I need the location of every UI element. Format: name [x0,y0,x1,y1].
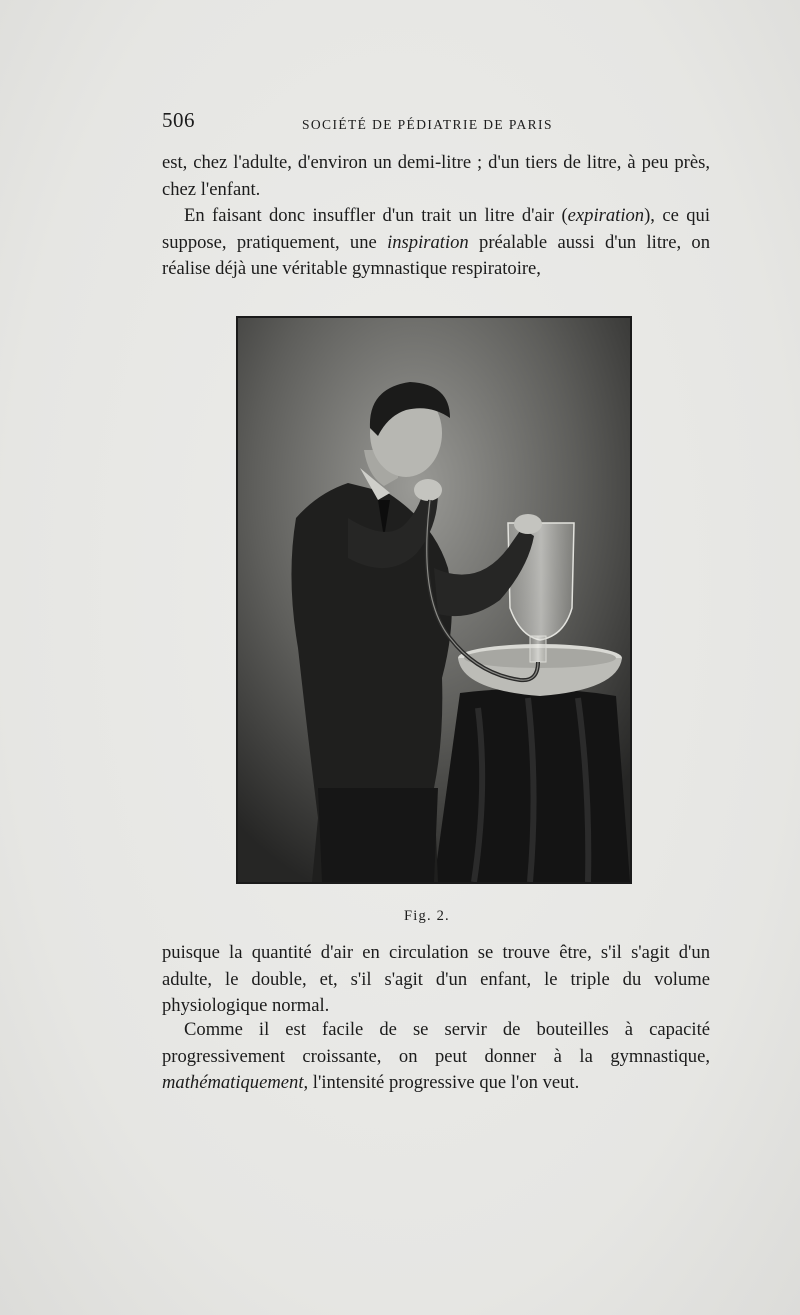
figure-caption: Fig. 2. [404,908,450,924]
paragraph-2-italic-inspiration: inspiration [387,231,469,253]
paragraph-1-text: est, chez l'adulte, d'environ un demi-litre ; d'un tiers de litre, à peu près, chez l'enfant. [162,152,710,200]
paragraph-4 [162,1017,710,1097]
running-title: SOCIÉTÉ DE PÉDIATRIE DE PARIS [302,117,553,132]
photograph-man-breathing-into-bottle [238,318,630,882]
paragraph-2-italic-expiration: expiration [567,205,645,226]
page-header [162,108,714,138]
paragraph-3-text: puisque la quantité d'air en circulation se trouve être, s'il s'agit d'un adulte, le double, et, s'il s'agit d'un enfant, le triple du volume physiologique normal. [162,942,710,1016]
paragraph-4-italic-mathematiquement: mathématiquement [162,1072,304,1093]
paragraph-2-text-a: En faisant donc insuffler d'un trait un litre d'air ( [184,205,568,226]
photograph-figure [236,316,632,884]
paragraph-2 [162,203,710,283]
paragraph-2-text-c: préalable aussi d'un litre, on réalise déjà une véritable gymnastique respiratoire, [162,231,711,279]
paragraph-1 [162,150,710,203]
paragraph-4-text-b: , l'intensité progressive que l'on veut. [303,1072,580,1093]
paragraph-3 [162,940,710,1020]
paragraph-2-text-b: ), ce qui suppose, pratiquement, une [162,205,710,253]
paragraph-4-text-a: Comme il est facile de se servir de bouteilles à capacité progressivement croissante, on peut donner à la gymnastique, [162,1019,710,1067]
page-number: 506 [162,108,195,132]
